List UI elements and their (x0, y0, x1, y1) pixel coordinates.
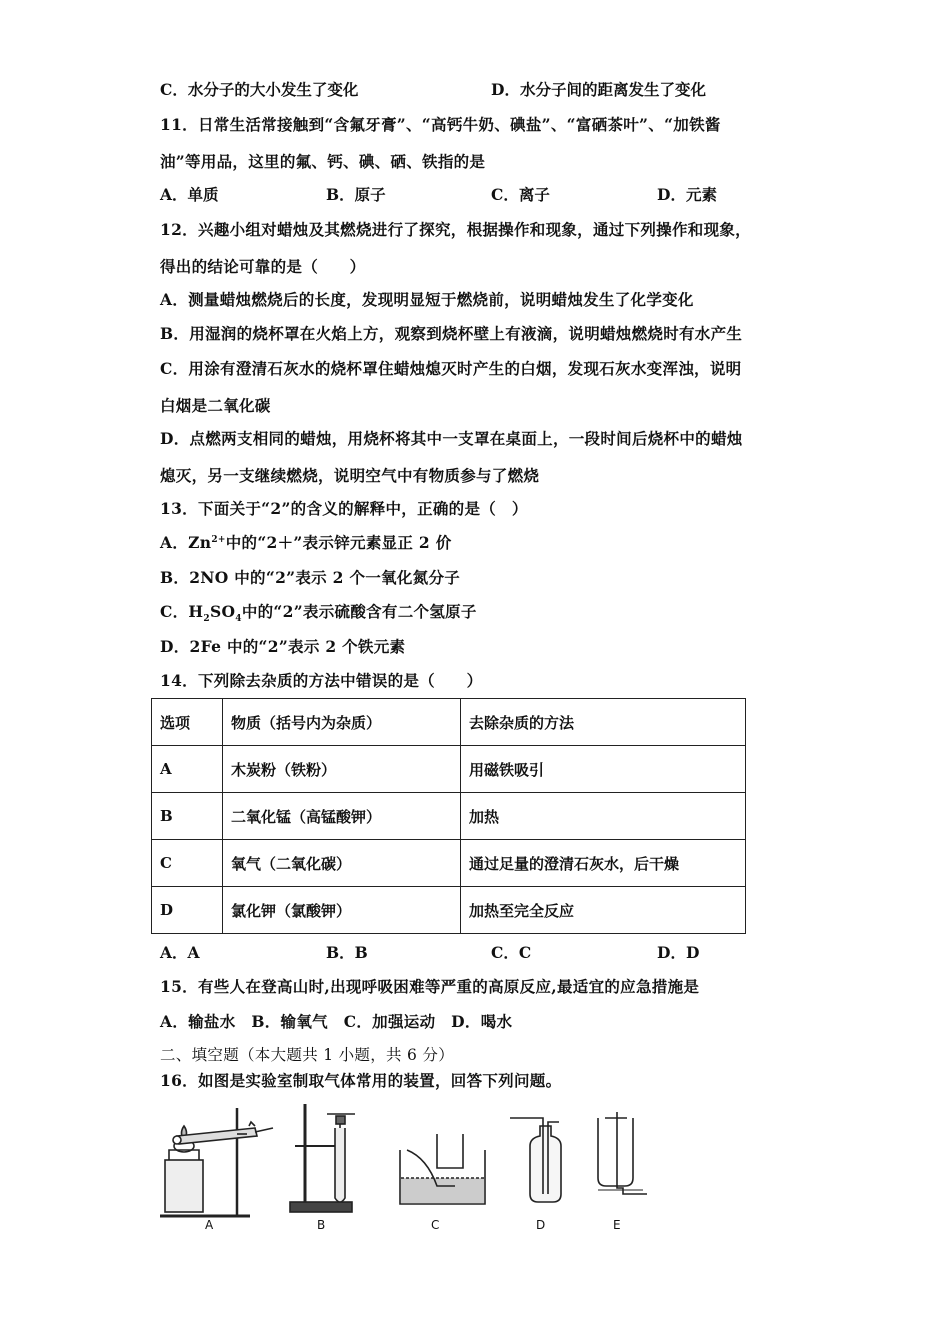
apparatus-d (510, 1118, 561, 1202)
table-header-row (152, 699, 746, 746)
table-cell: 通过足量的澄清石灰水，后干燥 (461, 840, 746, 887)
q11-option-a: A．单质 (160, 185, 219, 204)
apparatus-b (290, 1104, 355, 1212)
table-row (152, 887, 746, 934)
q13-option-c (160, 600, 477, 624)
figure-label-a: A (205, 1218, 214, 1232)
figure-label-d: D (536, 1218, 546, 1232)
q14-option-b: B．B (326, 943, 368, 962)
table-header-cell: 物质（括号内为杂质） (223, 699, 461, 746)
figure-label-e: E (613, 1218, 621, 1232)
q12-stem-line1: 12．兴趣小组对蜡烛及其燃烧进行了探究，根据操作和现象，通过下列操作和现象， (160, 220, 751, 239)
q12-option-a: A．测量蜡烛燃烧后的长度，发现明显短于燃烧前，说明蜡烛发生了化学变化 (160, 290, 694, 309)
q13-option-c-text: 中的“2”表示硫酸含有二个氢原子 (241, 602, 477, 621)
q13-option-a-prefix: A．Zn (160, 533, 212, 552)
table-cell: D (152, 887, 223, 934)
section-title: 二、填空题（本大题共 1 小题，共 6 分） (160, 1046, 455, 1064)
q14-option-d: D．D (657, 943, 700, 962)
table-cell: 用磁铁吸引 (461, 746, 746, 793)
apparatus-e (598, 1112, 647, 1194)
q14-option-c: C．C (491, 943, 532, 962)
table-cell: 二氧化锰（高锰酸钾） (223, 793, 461, 840)
q13-option-b: B．2NO 中的“2”表示 2 个一氧化氮分子 (160, 568, 461, 587)
table-cell: A (152, 746, 223, 793)
table-cell: 加热 (461, 793, 746, 840)
table-row (152, 840, 746, 887)
table-header-cell: 去除杂质的方法 (461, 699, 746, 746)
q12-stem-line2: 得出的结论可靠的是（ ） (160, 257, 366, 276)
q12-option-d-line2: 熄灭，另一支继续燃烧，说明空气中有物质参与了燃烧 (160, 466, 540, 485)
q12-option-c-line1: C．用涂有澄清石灰水的烧杯罩住蜡烛熄灭时产生的白烟，发现石灰水变浑浊，说明 (160, 359, 742, 378)
q14-table (151, 698, 746, 934)
q15-stem: 15．有些人在登高山时,出现呼吸困难等严重的高原反应,最适宜的应急措施是 (160, 977, 700, 996)
q11-option-c: C．离子 (491, 185, 550, 204)
table-cell: 木炭粉（铁粉） (223, 746, 461, 793)
q13-option-a-text: 中的“2＋”表示锌元素显正 2 价 (225, 533, 452, 552)
table-cell: B (152, 793, 223, 840)
figure-label-b: B (317, 1218, 326, 1232)
q13-option-a-superscript: 2+ (211, 534, 226, 545)
apparatus-drawing (155, 1098, 665, 1248)
q13-option-c-subscript-2: 4 (235, 614, 242, 625)
q12-option-d-line1: D．点燃两支相同的蜡烛，用烧杯将其中一支罩在桌面上，一段时间后烧杯中的蜡烛 (160, 429, 743, 448)
table-header-cell: 选项 (152, 699, 223, 746)
q13-option-a (160, 531, 452, 553)
q10-option-d: D．水分子间的距离发生了变化 (491, 80, 706, 99)
table-cell: 氧气（二氧化碳） (223, 840, 461, 887)
q15-options: A．输盐水 B．输氧气 C．加强运动 D．喝水 (160, 1012, 513, 1031)
q12-option-b: B．用湿润的烧杯罩在火焰上方，观察到烧杯壁上有液滴，说明蜡烛燃烧时有水产生 (160, 324, 743, 343)
q10-option-c: C．水分子的大小发生了变化 (160, 80, 359, 99)
q13-option-c-mid: SO (209, 602, 236, 621)
apparatus-a (160, 1108, 273, 1216)
q14-option-a: A．A (160, 943, 200, 962)
q13-option-c-subscript-1: 2 (203, 614, 210, 625)
q13-stem: 13．下面关于“2”的含义的解释中，正确的是（ ） (160, 499, 528, 518)
apparatus-c (400, 1134, 485, 1204)
q11-stem-line1: 11．日常生活常接触到“含氟牙膏”、“高钙牛奶、碘盐”、“富硒茶叶”、“加铁酱 (160, 115, 721, 134)
q13-option-c-prefix: C．H (160, 602, 204, 621)
table-row (152, 793, 746, 840)
q14-stem: 14．下列除去杂质的方法中错误的是（ ） (160, 671, 483, 690)
q11-option-d: D．元素 (657, 185, 717, 204)
q12-option-c-line2: 白烟是二氧化碳 (160, 396, 271, 415)
table-row (152, 746, 746, 793)
table-cell: C (152, 840, 223, 887)
apparatus-figure (155, 1098, 665, 1248)
q11-option-b: B．原子 (326, 185, 386, 204)
q13-option-d: D．2Fe 中的“2”表示 2 个铁元素 (160, 637, 406, 656)
table-cell: 氯化钾（氯酸钾） (223, 887, 461, 934)
q16-stem: 16．如图是实验室制取气体常用的装置，回答下列问题。 (160, 1071, 562, 1090)
q11-stem-line2: 油”等用品，这里的氟、钙、碘、硒、铁指的是 (160, 152, 486, 171)
table-cell: 加热至完全反应 (461, 887, 746, 934)
figure-label-c: C (431, 1218, 440, 1232)
